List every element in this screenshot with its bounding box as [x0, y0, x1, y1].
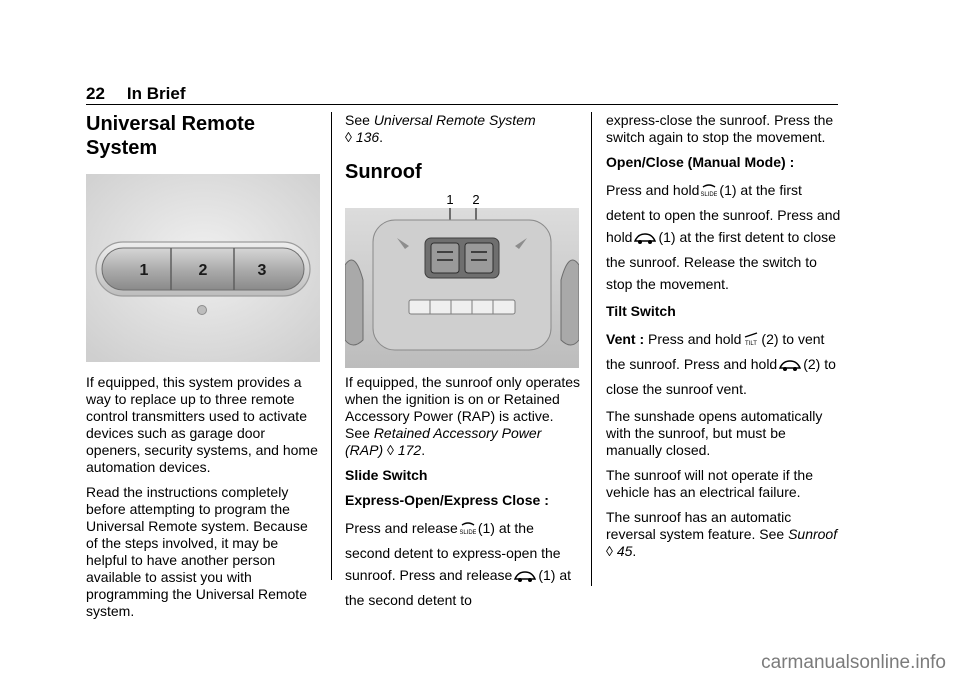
column-3 — [606, 112, 842, 568]
slide-open-icon — [701, 182, 717, 204]
column-divider-1 — [331, 112, 332, 580]
vent-text: Vent : Press and hold TILT (2) to vent the sunroof. Press and hold (2) to close the sunroof vent. — [606, 331, 836, 397]
callout-2: 2 — [472, 192, 480, 207]
universal-remote-figure — [86, 174, 320, 362]
universal-remote-heading: Universal Remote System — [86, 113, 255, 159]
rap-link[interactable]: Retained Accessory Power (RAP) — [345, 425, 542, 458]
column-1 — [86, 112, 322, 628]
universal-remote-photo — [86, 174, 320, 362]
universal-remote-para-2: Read the instructions completely before attempting to program the Universal Remote system. Because of the steps involved, it may be helpful to have another person available to assist you with programming the Universal Remote system. — [86, 484, 308, 619]
universal-remote-link[interactable]: Universal Remote System — [373, 112, 536, 128]
watermark: carmanualsonline.info — [761, 652, 946, 673]
express-heading: Express-Open/Express Close : — [345, 492, 549, 508]
slide-open-icon — [460, 520, 476, 542]
sunroof-close-icon — [634, 229, 656, 251]
express-text: Press and release SLIDE (1) at the second detent to express-open the sunroof. Press and release (1) at the second detent to — [345, 520, 572, 608]
electrical-failure-text: The sunroof will not operate if the vehicle has an electrical failure. — [606, 467, 814, 500]
sunroof-close-icon — [514, 567, 536, 589]
manual-mode-text: Press and hold SLIDE (1) at the first detent to open the sunroof. Press and hold (1) at the first detent to close the sunroof. Release the switch to stop the movement. — [606, 182, 841, 292]
sunroof-para-1: If equipped, the sunroof only operates when the ignition is on or Retained Accessory Power (RAP) is active. See Retained Accessory Power (RAP) ◊ 172. — [345, 374, 581, 458]
page-ref-172[interactable]: 172 — [397, 442, 422, 458]
section-title: In Brief — [126, 84, 186, 103]
tilt-switch-heading: Tilt Switch — [606, 303, 676, 319]
tilt-vent-icon — [743, 331, 759, 353]
svg-text:TILT: TILT — [745, 341, 758, 347]
page-ref-136[interactable]: 136 — [355, 129, 380, 145]
sunroof-console-photo — [345, 190, 579, 368]
remote-button-1-label: 1 — [139, 262, 149, 279]
remote-button-2-label: 2 — [198, 262, 208, 279]
column-2 — [345, 112, 581, 619]
svg-text:SLIDE: SLIDE — [701, 192, 718, 198]
page-ref-icon: ◊ — [387, 442, 394, 458]
header-rule — [86, 104, 838, 105]
manual-mode-heading: Open/Close (Manual Mode) : — [606, 154, 795, 170]
page-ref-45[interactable]: 45 — [616, 543, 633, 559]
indicator-light — [198, 306, 207, 315]
page-ref-icon: ◊ — [606, 543, 613, 559]
svg-text:SLIDE: SLIDE — [459, 530, 476, 536]
vent-label: Vent : — [606, 331, 649, 347]
page-ref-icon: ◊ — [345, 129, 352, 145]
sunroof-heading: Sunroof — [345, 161, 422, 183]
universal-remote-para-1: If equipped, this system provides a way to replace up to three remote control transmitters used to activate devices such as garage door openers, security systems, and home automation devices. — [86, 374, 318, 475]
sunroof-figure — [345, 184, 579, 344]
column-divider-2 — [591, 112, 592, 586]
see-reference: See Universal Remote System ◊ 136. — [345, 112, 536, 145]
sunroof-link[interactable]: Sunroof — [788, 526, 838, 542]
slide-switch-heading: Slide Switch — [345, 467, 428, 483]
page-number: 22 — [86, 84, 105, 103]
page-header — [86, 84, 185, 104]
callout-1: 1 — [446, 192, 454, 207]
sunshade-text: The sunshade opens automatically with the sunroof, but must be manually closed. — [606, 408, 823, 458]
sunroof-close-icon — [779, 356, 801, 378]
remote-button-3-label: 3 — [257, 262, 267, 279]
reversal-text: The sunroof has an automatic reversal system feature. See Sunroof ◊ 45. — [606, 509, 838, 559]
express-continued: express-close the sunroof. Press the switch again to stop the movement. — [606, 112, 834, 145]
